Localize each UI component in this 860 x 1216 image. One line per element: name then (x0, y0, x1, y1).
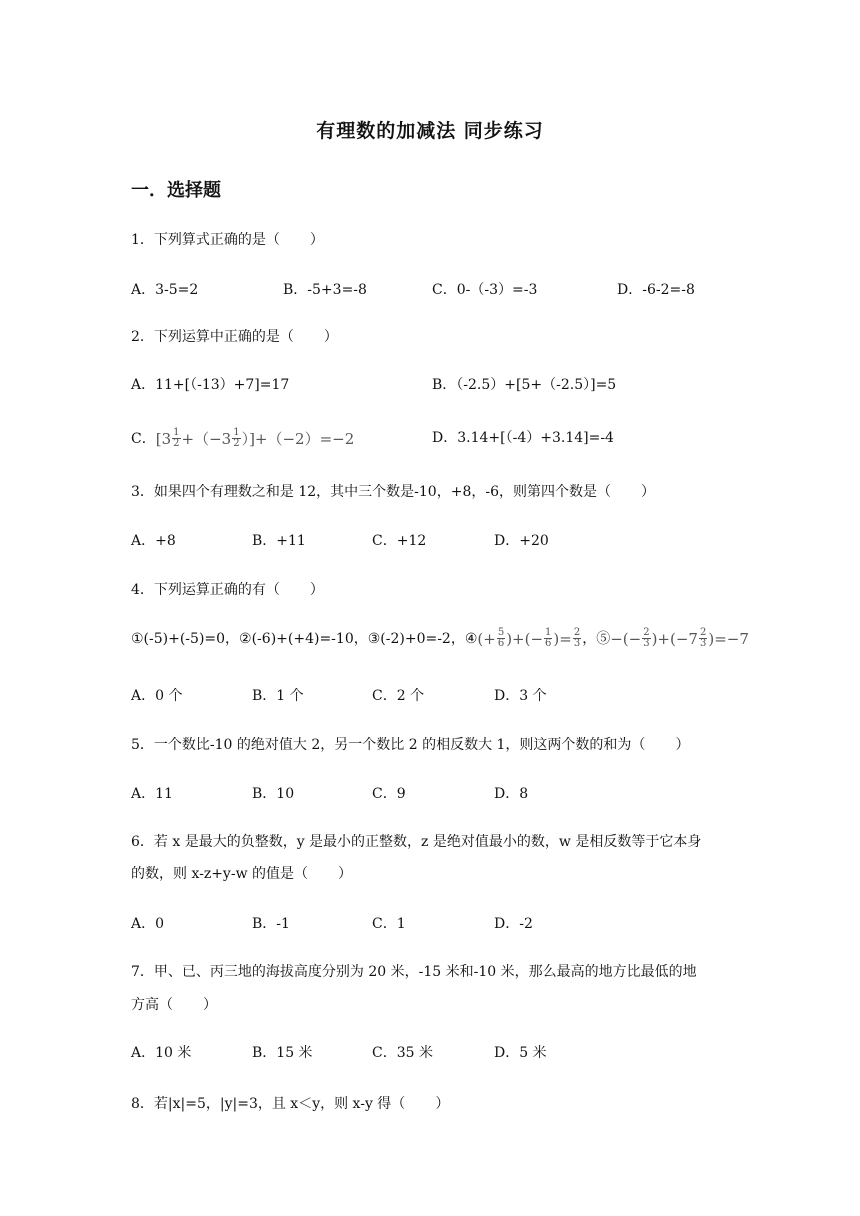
q6-option-b: B．-1 (252, 916, 290, 932)
q3-option-a: A．+8 (131, 533, 176, 549)
q5-option-b: B．10 (252, 786, 295, 802)
section-heading: 一．选择题 (131, 180, 221, 201)
q7-option-a: A．10 米 (131, 1045, 192, 1061)
q2-option-a: A．11+[（-13）+7]=17 (131, 377, 290, 393)
q4-option-a: A．0 个 (131, 688, 183, 704)
q2-c-formula: [3 $\frac{1}{2}$ +（−3 $\frac{1}{2}$ ）]+（−2）=−2 (155, 427, 355, 449)
q4-option-c: C．2 个 (372, 688, 425, 704)
q5-option-d: D．8 (494, 786, 529, 802)
question-7-line-2: 方高（ ） (131, 997, 217, 1013)
q6-option-c: C．1 (372, 916, 406, 932)
q1-option-a: A．3-5=2 (131, 282, 199, 298)
q7-option-c: C．35 米 (372, 1045, 433, 1061)
q4-formula-5: −(− $\frac{2}{3}$ )+(−7 $\frac{2}{3}$ )=−7 (610, 627, 749, 649)
q1-option-c: C．0-（-3）=-3 (432, 282, 538, 298)
question-4: 4．下列运算正确的有（ ） (131, 582, 324, 598)
page-title: 有理数的加减法 同步练习 (316, 120, 544, 142)
question-7-line-1: 7．甲、已、丙三地的海拔高度分别为 20 米，-15 米和-10 米，那么最高的地方比最低的地 (131, 964, 697, 980)
q5-option-c: C．9 (372, 786, 406, 802)
q3-option-c: C．+12 (372, 533, 427, 549)
q1-option-d: D．-6-2=-8 (617, 282, 695, 298)
question-6-line-1: 6．若 x 是最大的负整数，y 是最小的正整数，z 是绝对值最小的数，w 是相反数等于它本身 (131, 834, 702, 850)
q4-option-d: D．3 个 (494, 688, 547, 704)
q4-formula-4: (+ $\frac{5}{6}$ )+(− $\frac{1}{6}$ )= $\frac{2}{3}$ (477, 627, 581, 649)
q6-option-a: A．0 (131, 916, 165, 932)
q6-option-d: D．-2 (494, 916, 533, 932)
q2-option-b: B．（-2.5）+[5+（-2.5）]=5 (432, 377, 617, 393)
q4-option-b: B．1 个 (252, 688, 304, 704)
q4-expressions: ①(-5)+(-5)=0，②(-6)+(+4)=-10，③(-2)+0=-2，④ (+ $\frac{5}{6}$ )+(− $\frac{1}{6}$ )= $\frac{2}{3}$ ，⑤ −(− $\frac{2}{3}$ )+(−7 $\frac{2}{3}$ )=−7 (131, 627, 749, 649)
q5-option-a: A．11 (131, 786, 173, 802)
q1-option-b: B．-5+3=-8 (283, 282, 367, 298)
q2-option-d: D．3.14+[（-4）+3.14]=-4 (432, 430, 614, 446)
q3-option-d: D．+20 (494, 533, 549, 549)
question-8: 8．若|x|=5，|y|=3，且 x＜y，则 x-y 得（ ） (131, 1096, 450, 1112)
question-2: 2．下列运算中正确的是（ ） (131, 329, 338, 345)
q7-option-d: D．5 米 (494, 1045, 547, 1061)
question-6-line-2: 的数，则 x-z+y-w 的值是（ ） (131, 866, 353, 882)
q3-option-b: B．+11 (252, 533, 306, 549)
q2-option-c: C． [3 $\frac{1}{2}$ +（−3 $\frac{1}{2}$ ）]+（−2）=−2 (131, 427, 355, 449)
q7-option-b: B．15 米 (252, 1045, 313, 1061)
question-1: 1．下列算式正确的是（ ） (131, 232, 324, 248)
question-3: 3．如果四个有理数之和是 12，其中三个数是-10，+8，-6，则第四个数是（ ） (131, 484, 655, 500)
question-5: 5．一个数比-10 的绝对值大 2，另一个数比 2 的相反数大 1，则这两个数的和为（ ） (131, 737, 690, 753)
